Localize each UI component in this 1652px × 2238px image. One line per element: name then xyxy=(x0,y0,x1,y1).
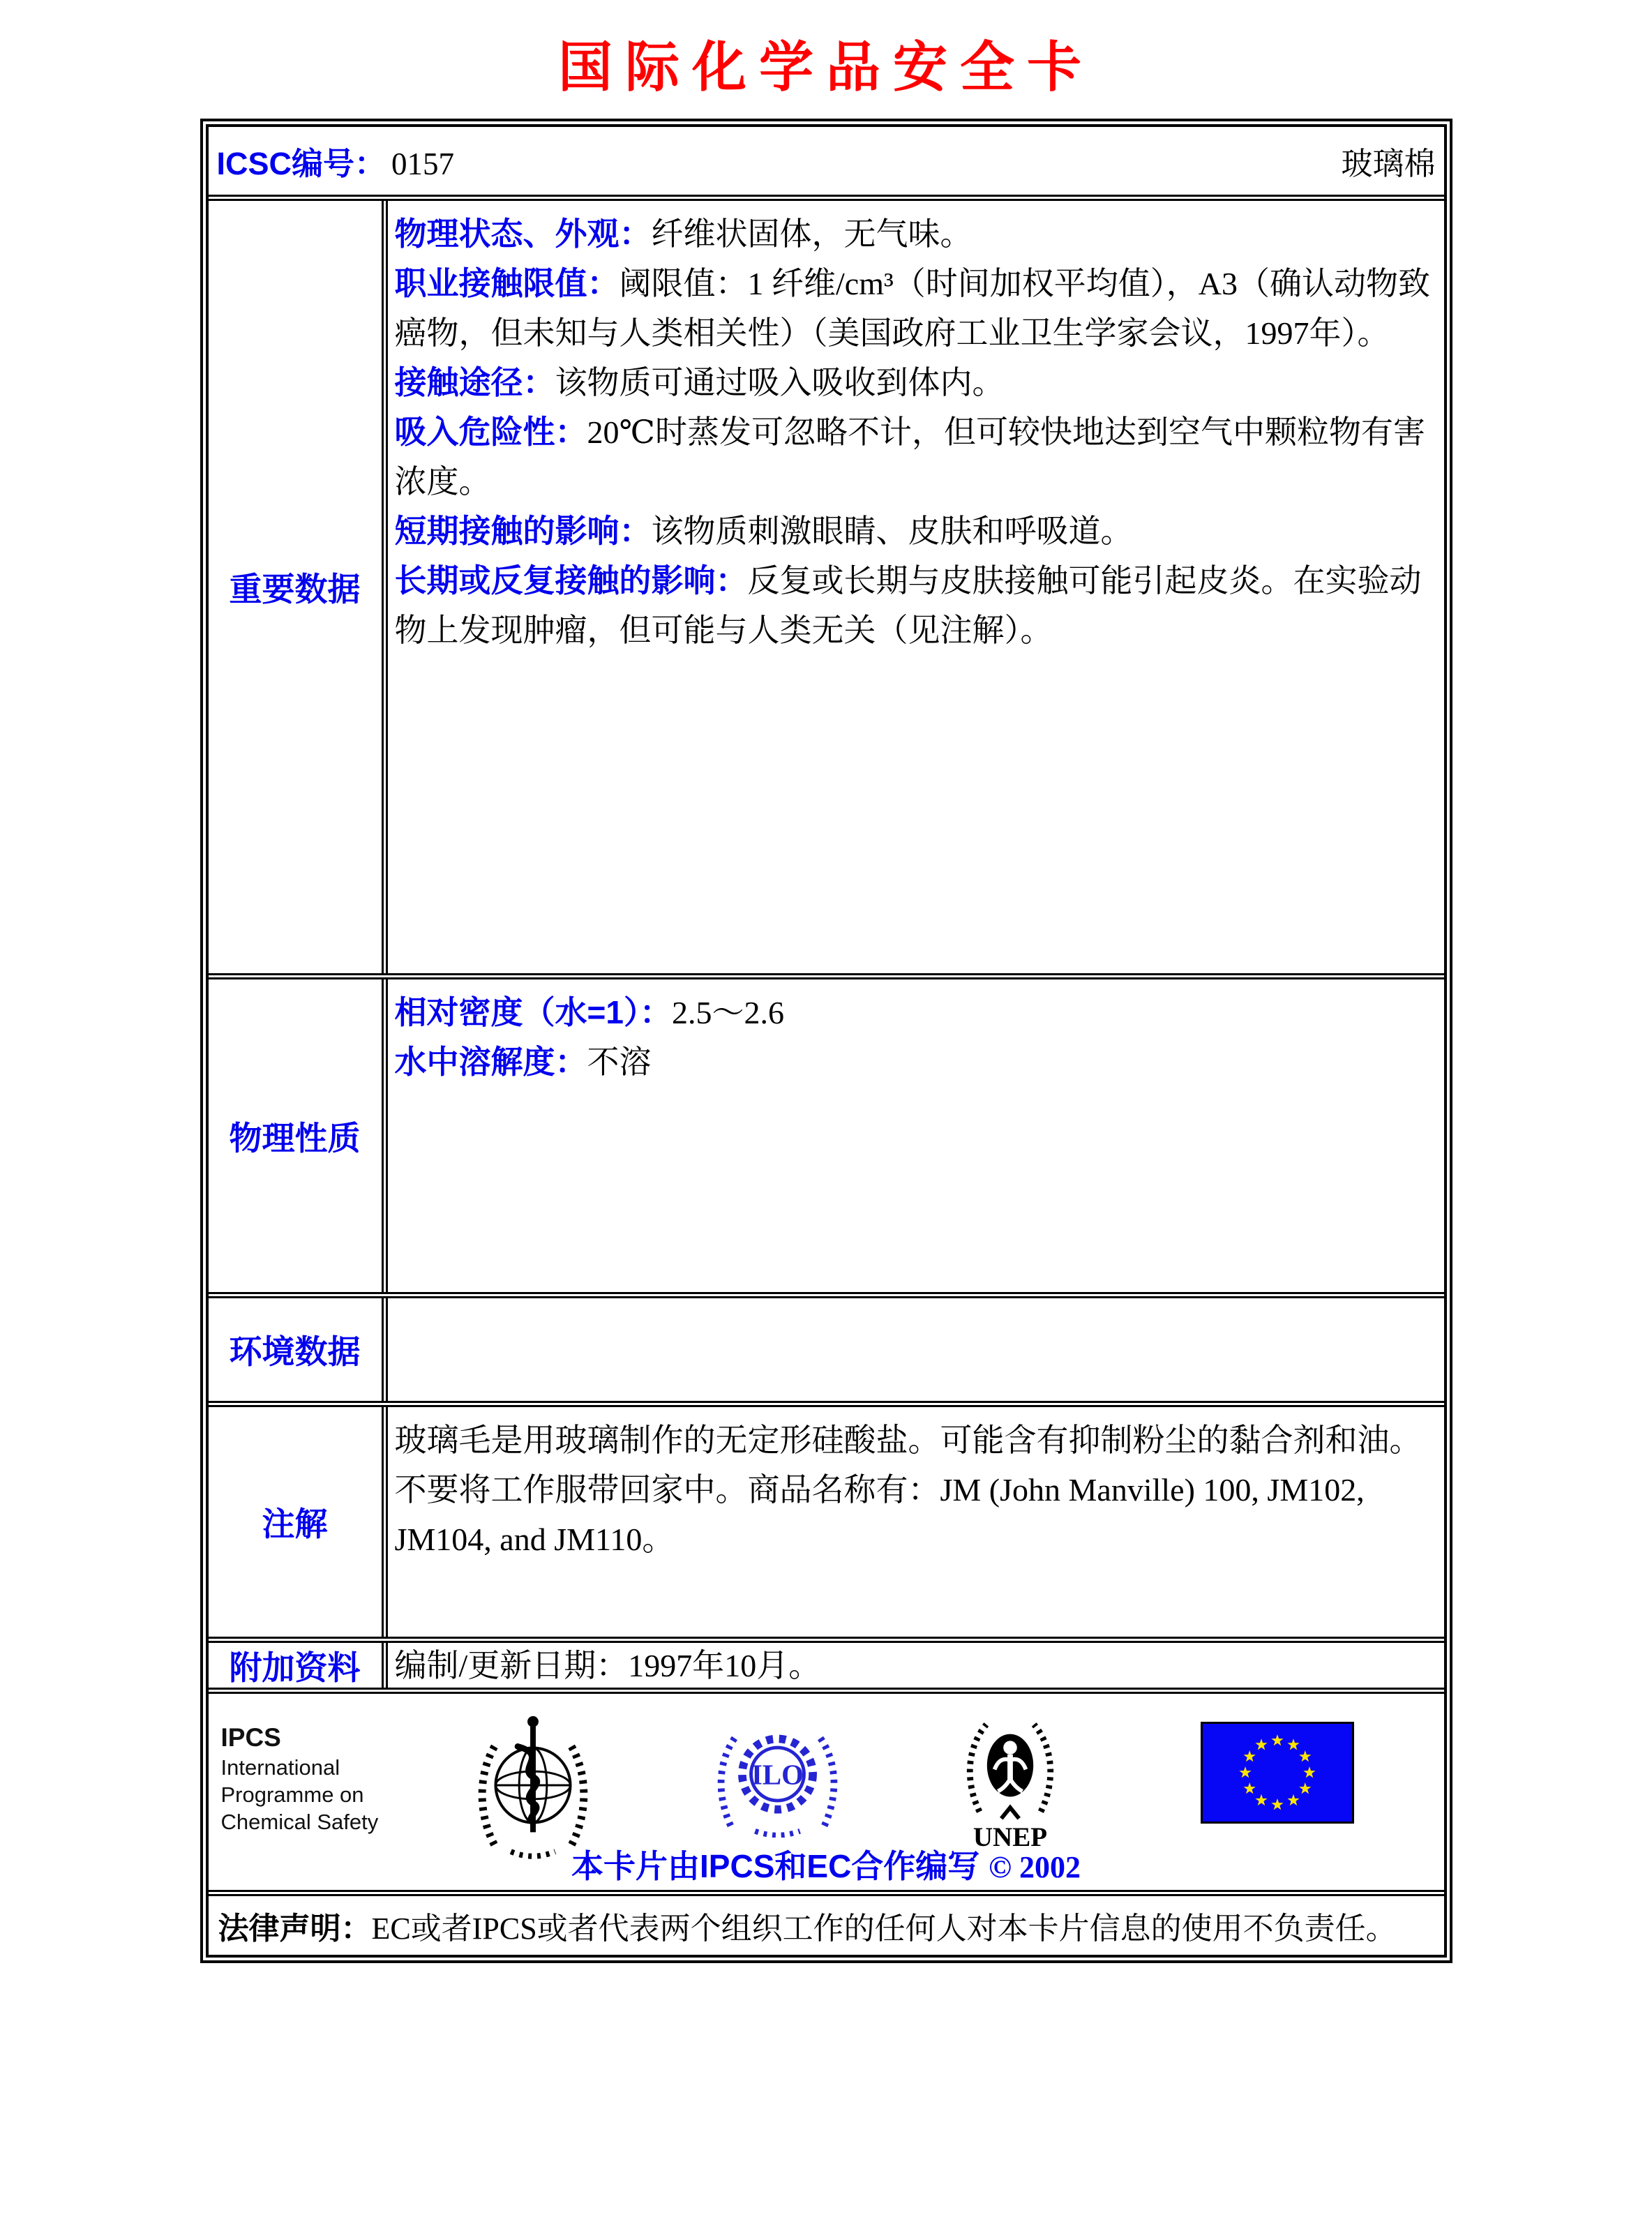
item-label: 职业接触限值： xyxy=(394,265,620,301)
eu-flag-icon xyxy=(1201,1722,1354,1824)
item-text: 阈限值：1 纤维/cm³（时间加权平均值），A3（确认动物致癌物，但未知与人类相关性）（美国政府工业卫生学家会议，1997年）。 xyxy=(394,266,1430,351)
who-logo-icon xyxy=(470,1708,596,1860)
eu-stars xyxy=(1203,1724,1352,1822)
icsc-number-value: 0157 xyxy=(391,147,455,181)
important-data-label: 重要数据 xyxy=(209,201,388,973)
item-text: 该物质刺激眼睛、皮肤和呼吸道。 xyxy=(651,513,1133,549)
unep-text: UNEP xyxy=(973,1822,1047,1852)
ipcs-abbr: IPCS xyxy=(220,1723,281,1752)
physical-properties-row xyxy=(209,973,1444,1292)
notes-text: 玻璃毛是用玻璃制作的无定形硅酸盐。可能含有抑制粉尘的黏合剂和油。不要将工作服带回家中。商品名称有：JM (John Manville) 100, JM102, JM104, and JM110。 xyxy=(394,1422,1422,1557)
item-label: 物理状态、外观： xyxy=(394,216,652,252)
item-label: 相对密度（水=1）： xyxy=(394,994,672,1030)
item-label: 接触途径： xyxy=(394,364,555,400)
notes-content xyxy=(388,1407,1444,1637)
physical-properties-label: 物理性质 xyxy=(209,979,388,1292)
important-item xyxy=(395,556,1434,655)
item-text: 反复或长期与皮肤接触可能引起皮炎。在实验动物上发现肿瘤，但可能与人类无关（见注解）。 xyxy=(394,563,1422,648)
card-caption xyxy=(209,1841,1444,1887)
additional-info-row xyxy=(209,1637,1444,1688)
legal-notice-label: 法律声明： xyxy=(218,1912,372,1946)
important-item xyxy=(395,358,1434,407)
item-text: 20℃时蒸发可忽略不计，但可较快地达到空气中颗粒物有害浓度。 xyxy=(394,414,1425,500)
additional-info-text: 编制/更新日期：1997年10月。 xyxy=(394,1647,821,1683)
ipcs-line: Chemical Safety xyxy=(220,1810,379,1834)
ipcs-line: Programme on xyxy=(220,1782,364,1807)
legal-notice-row xyxy=(209,1890,1444,1955)
page-title: 国际化学品安全卡 xyxy=(557,36,1094,98)
notes-row xyxy=(209,1401,1444,1637)
copyright-text: © 2002 xyxy=(989,1850,1081,1884)
icsc-number-label: ICSC编号： xyxy=(216,146,386,181)
item-label: 短期接触的影响： xyxy=(394,513,652,549)
additional-info-content xyxy=(388,1643,1444,1688)
important-data-row xyxy=(209,195,1444,973)
ilo-logo-icon xyxy=(713,1713,842,1838)
important-item xyxy=(395,506,1434,556)
environment-data-label: 环境数据 xyxy=(209,1298,388,1401)
item-text: 2.5～2.6 xyxy=(671,995,784,1030)
substance-name: 玻璃棉 xyxy=(1341,147,1436,181)
important-item xyxy=(395,407,1434,506)
physical-item xyxy=(395,988,1434,1037)
ipcs-line: International xyxy=(220,1755,340,1780)
physical-properties-content xyxy=(388,979,1444,1292)
environment-data-row xyxy=(209,1292,1444,1401)
caption-text: 本卡片由IPCS和EC合作编写 xyxy=(571,1848,980,1884)
legal-notice-text: EC或者IPCS或者代表两个组织工作的任何人对本卡片信息的使用不负责任。 xyxy=(371,1912,1397,1946)
item-label: 吸入危险性： xyxy=(394,414,587,450)
environment-data-content xyxy=(388,1298,1444,1401)
header-row xyxy=(209,127,1444,195)
important-data-content xyxy=(388,201,1444,973)
ilo-text: ILO xyxy=(751,1759,804,1791)
additional-info-label: 附加资料 xyxy=(209,1643,388,1688)
item-text: 不溶 xyxy=(587,1044,652,1080)
physical-item xyxy=(395,1037,1434,1087)
item-text: 该物质可通过吸入吸收到体内。 xyxy=(555,365,1005,400)
item-text: 纤维状固体，无气味。 xyxy=(651,216,973,252)
important-item xyxy=(395,259,1434,358)
unep-logo-icon xyxy=(952,1709,1068,1853)
ipcs-text-block xyxy=(221,1722,379,1835)
item-label: 水中溶解度： xyxy=(394,1044,587,1080)
icsc-card-table xyxy=(200,119,1452,1963)
item-label: 长期或反复接触的影响： xyxy=(394,562,748,599)
important-item xyxy=(395,209,1434,259)
logos-row xyxy=(209,1688,1444,1890)
notes-label: 注解 xyxy=(209,1407,388,1637)
